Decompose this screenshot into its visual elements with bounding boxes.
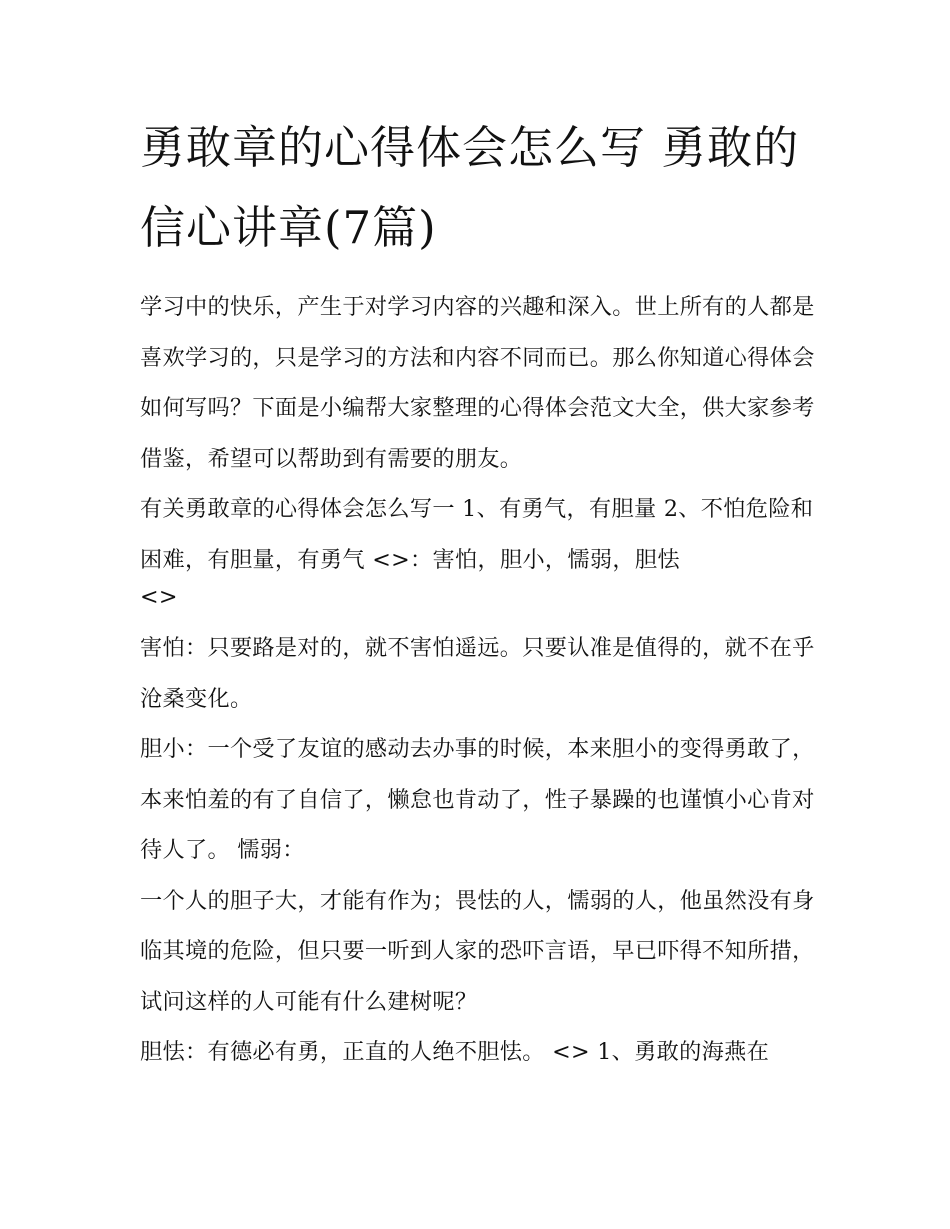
paragraph-timid: 胆小：一个受了友谊的感动去办事的时候，本来胆小的变得勇敢了，本来怕羞的有了自信了，懒怠也肯动了，性子暴躁的也谨慎小心肯对待人了。 懦弱： bbox=[140, 736, 815, 863]
paragraph-section-one: 有关勇敢章的心得体会怎么写一 1、有勇气，有胆量 2、不怕危险和困难，有胆量，有勇气 <>：害怕，胆小，懦弱，胆怯 bbox=[140, 496, 814, 573]
document-title: 勇敢章的心得体会怎么写 勇敢的信心讲章(7篇) bbox=[140, 121, 800, 254]
document-content bbox=[140, 108, 816, 1078]
paragraph-intro: 学习中的快乐，产生于对学习内容的兴趣和深入。世上所有的人都是喜欢学习的，只是学习的方法和内容不同而已。那么你知道心得体会如何写吗？下面是小编帮大家整理的心得体会范文大全，供大家参考借鉴，希望可以帮助到有需要的朋友。 bbox=[140, 294, 815, 472]
paragraph-courage: 一个人的胆子大，才能有作为；畏怯的人，懦弱的人，他虽然没有身临其境的危险，但只要一听到人家的恐吓言语，早已吓得不知所措，试问这样的人可能有什么建树呢？ bbox=[140, 887, 815, 1015]
paragraph-cowardly: 胆怯：有德必有勇，正直的人绝不胆怯。 <> 1、勇敢的海燕在 bbox=[140, 1039, 770, 1065]
document-body bbox=[140, 282, 816, 1078]
paragraph-placeholder: <> bbox=[140, 584, 178, 610]
paragraph-afraid: 害怕：只要路是对的，就不害怕遥远。只要认准是值得的，就不在乎沧桑变化。 bbox=[140, 635, 815, 712]
